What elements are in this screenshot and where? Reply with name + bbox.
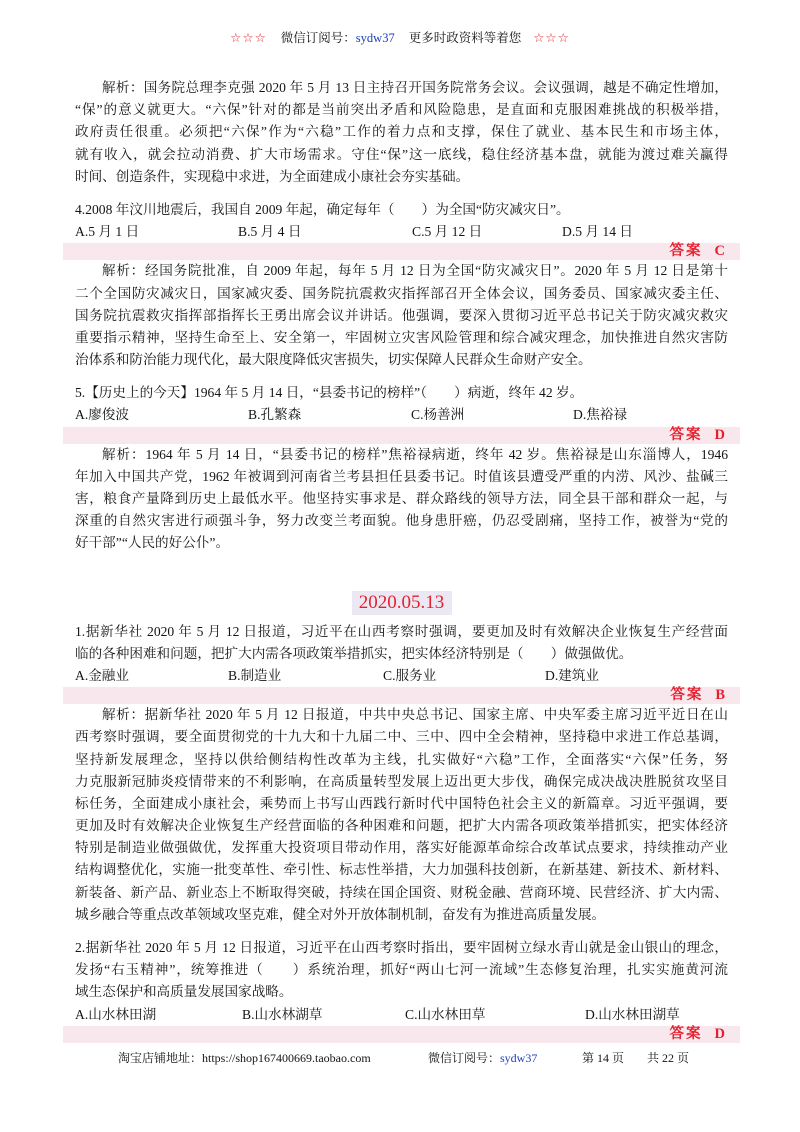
answer-letter: C: [714, 243, 727, 260]
option-b: B.山水林湖草: [242, 1006, 323, 1022]
text-line: 解析：1964 年 5 月 14 日，“县委书记的榜样”焦裕禄病逝，终年 42 岁。焦裕禄是山东淄博人，1946: [102, 446, 728, 462]
page-number: 第 14 页: [582, 1051, 625, 1065]
text-line: 5.【历史上的今天】1964 年 5 月 14 日，“县委书记的榜样”（ ）病逝，终年 42 岁。: [75, 385, 584, 401]
answer-row: [63, 243, 740, 260]
text-line: 解析：国务院总理李克强 2020 年 5 月 13 日主持召开国务院常务会议。会议强调，越是不确定性增加，: [102, 80, 728, 95]
page-total: 共 22 页: [647, 1051, 690, 1065]
question-stem: [75, 199, 728, 221]
text-line: 域生态保护和高质量发展国家战略。: [75, 984, 293, 1000]
text-line: 结构调整优化，实施一批变革性、牵引性、标志性举措，大力加强科技创新，在新基建、新技术、新材料、: [75, 862, 728, 878]
answer-letter: B: [715, 687, 727, 704]
text-line: “保”的意义就更大。“六保”针对的都是当前突出矛盾和风险隐患，是直面和克服困难挑战的积极举措，: [75, 102, 728, 118]
analysis-paragraph: [75, 704, 728, 926]
text-line: 4.2008 年汶川地震后，我国自 2009 年起，确定每年（ ）为全国“防灾减灾日”。: [75, 201, 570, 217]
page-header: [0, 29, 800, 47]
question-2: [75, 937, 728, 1043]
text-line: 特别是制造业做强做优，发挥重大投资项目带动作用，落实好能源革命综合改革试点要求，持续推动产业: [75, 840, 728, 856]
text-line: 国务院抗震救灾指挥部指挥长王勇出席会议并讲话。他强调，要深入贯彻习近平总书记关于防灾减灾救灾: [75, 307, 728, 323]
text-line: 更加及时有效解决企业恢复生产经营面临的各种困难和问题，把扩大内需各项政策举措抓实，把实体经济: [75, 818, 728, 834]
option-row: [75, 404, 728, 426]
footer-wechat-label: 微信订阅号：: [428, 1051, 501, 1065]
option-c: C.服务业: [383, 667, 437, 683]
option-d: D.焦裕禄: [573, 407, 627, 423]
text-line: 1.据新华社 2020 年 5 月 12 日报道，习近平在山西考察时强调，要更加及时有效解决企业恢复生产经营面: [75, 623, 728, 639]
option-c: C.5 月 12 日: [412, 224, 483, 240]
answer-label: 答案: [669, 243, 703, 260]
option-b: B.5 月 4 日: [238, 224, 302, 240]
text-line: 临的各种困难和问题，把扩大内需各项政策举措抓实，把实体经济特别是（ ）做强做优。: [75, 645, 633, 661]
answer-row: [63, 1026, 740, 1043]
option-row: [75, 221, 728, 243]
header-wechat-id: sydw37: [355, 31, 395, 45]
question-1: [75, 621, 728, 926]
text-line: 新装备、新产品、新业态上不断取得突破，持续在国企国资、财税金融、营商环境、民营经济、扩大内需、: [75, 884, 728, 900]
text-line: 解析：据新华社 2020 年 5 月 12 日报道，中共中央总书记、国家主席、中央军委主席习近平近日在山: [102, 707, 728, 723]
text-line: 标任务，全面建成小康社会，乘势而上书写山西践行新时代中国特色社会主义的新篇章。习近平强调，要: [75, 795, 728, 811]
header-slogan: 更多时政资料等着您: [408, 31, 522, 45]
footer-shop: [118, 1049, 371, 1067]
option-c: C.山水林田草: [405, 1006, 486, 1022]
question-stem: [75, 382, 728, 404]
option-a: A.金融业: [75, 667, 129, 683]
option-row: [75, 1004, 728, 1026]
text-line: 就有收入，就会拉动消费、扩大市场需求。守住“保”这一底线，稳住经济基本盘，就能为渡过难关赢得: [75, 146, 728, 162]
option-a: A.山水林田湖: [75, 1006, 157, 1022]
answer-letter: D: [714, 1025, 727, 1042]
option-b: B.孔繁森: [248, 407, 302, 423]
footer-shop-url[interactable]: https://shop167400669.taobao.com: [202, 1051, 371, 1065]
text-line: 城乡融合等重点改革领域攻坚克难，健全对外开放体制机制，奋发有为推进高质量发展。: [75, 906, 606, 922]
page-content: [75, 77, 728, 1043]
analysis-paragraph: [75, 444, 728, 555]
text-line: 发扬“右玉精神”，统筹推进（ ）系统治理，抓好“两山七河一流域”生态修复治理，扎实实施黄河流: [75, 962, 728, 978]
option-row: [75, 665, 728, 687]
answer-letter: D: [714, 426, 727, 443]
text-line: 二个全国防灾减灾日，国家减灾委、国务院抗震救灾指挥部召开全体会议，国务委员、国家减灾委主任、: [75, 285, 728, 301]
option-a: A.5 月 1 日: [75, 224, 140, 240]
text-line: 西考察时强调，要全面贯彻党的十九大和十九届二中、三中、四中全会精神，坚持稳中求进工作总基调，: [75, 729, 728, 745]
header-wechat-label: 微信订阅号：: [280, 31, 356, 45]
star-icons-left: ☆☆☆: [230, 31, 267, 45]
footer-wechat-id: sydw37: [500, 1051, 538, 1065]
text-line: 2.据新华社 2020 年 5 月 12 日报道，习近平在山西考察时指出，要牢固树立绿水青山就是金山银山的理念，: [75, 940, 728, 955]
answer-row: [63, 687, 740, 704]
answer-label: 答案: [669, 1025, 703, 1042]
intro-analysis-paragraph: [75, 77, 728, 188]
text-line: 时间、创造条件，实现稳中求进，为全面建成小康社会夯实基础。: [75, 168, 470, 184]
text-line: 政府责任很重。必须把“六保”作为“六稳”工作的着力点和支撑，保住了就业、基本民生和市场主体，: [75, 124, 728, 140]
option-d: D.山水林田湖草: [585, 1006, 680, 1022]
question-5: [75, 382, 728, 554]
text-line: 治体系和防治能力现代化，最大限度降低灾害损失，切实保障人民群众生命财产安全。: [75, 352, 592, 368]
question-stem: [75, 621, 728, 665]
text-line: 坚持新发展理念，坚持以供给侧结构性改革为主线，扎实做好“六稳”工作，全面落实“六保”任务，努: [75, 751, 728, 767]
footer-shop-label: 淘宝店铺地址：: [118, 1051, 203, 1065]
option-d: D.5 月 14 日: [562, 224, 633, 240]
text-line: 害，粮食产量降到历史上最低水平。他坚持实事求是、群众路线的领导方法，同全县干部和群众一起，与: [75, 491, 728, 506]
question-stem: [75, 937, 728, 1004]
text-line: 重要指示精神，坚持生命至上、安全第一，牢固树立灾害风险管理和综合减灾理念，加快推进自然灾害防: [75, 329, 728, 345]
text-line: 解析：经国务院批准，自 2009 年起，每年 5 月 12 日为全国“防灾减灾日”。2020 年 5 月 12 日是第十: [102, 263, 728, 279]
page-footer: [0, 1049, 800, 1067]
question-4: [75, 199, 728, 371]
text-line: 年加入中国共产党，1962 年被调到河南省兰考县担任县委书记。时值该县遭受严重的内涝、风沙、盐碱三: [75, 468, 728, 484]
text-line: 好干部”“人民的好公仆”。: [75, 535, 230, 551]
analysis-paragraph: [75, 260, 728, 371]
header-wechat: [281, 31, 395, 45]
answer-label: 答案: [669, 426, 703, 443]
text-line: 深重的自然灾害进行顽强斗争，努力改变兰考面貌。他身患肝癌，仍忍受剧痛，坚持工作，被誉为“党的: [75, 513, 728, 529]
option-c: C.杨善洲: [411, 407, 465, 423]
option-b: B.制造业: [228, 667, 282, 683]
answer-row: [63, 427, 740, 444]
text-line: 力克服新冠肺炎疫情带来的不利影响，在高质量转型发展上迈出更大步伐，确保完成决战决胜脱贫攻坚目: [75, 773, 728, 789]
option-a: A.廖俊波: [75, 407, 129, 423]
footer-wechat: [428, 1049, 537, 1067]
answer-label: 答案: [670, 687, 704, 704]
star-icons-right: ☆☆☆: [533, 31, 570, 45]
option-d: D.建筑业: [545, 667, 599, 683]
date-heading: 2020.05.13: [352, 591, 452, 615]
